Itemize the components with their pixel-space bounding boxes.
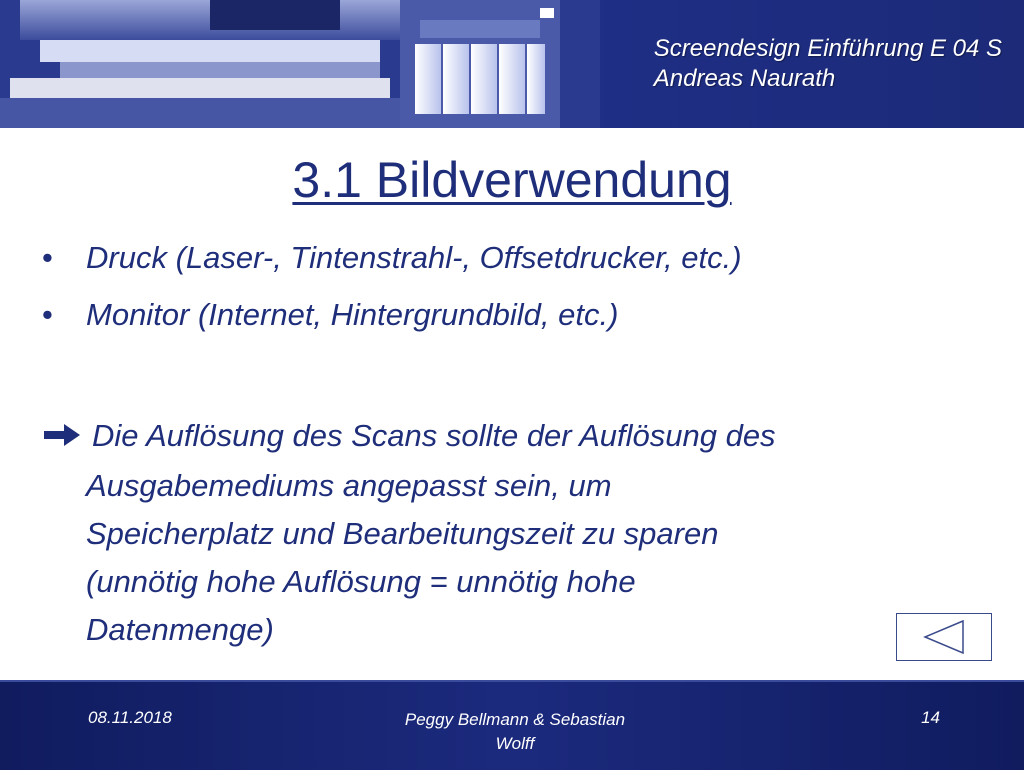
conclusion-paragraph [42,412,992,654]
page-number: 14 [921,708,940,727]
conclusion-line: Speicherplatz und Bearbeitungszeit zu sparen [86,515,719,551]
footer-authors-line: Wolff [495,734,535,753]
footer-authors [360,708,670,756]
right-arrow-icon [42,414,92,462]
previous-slide-button[interactable] [896,613,992,661]
bullet-text: Druck (Laser-, Tintenstrahl-, Offsetdrucker, etc.) [86,240,742,275]
conclusion-line: Ausgabemediums angepasst sein, um [86,467,612,503]
footer-date: 08.11.2018 [88,708,172,727]
bullet-icon: • [42,297,53,332]
conclusion-line: (unnötig hohe Auflösung = unnötig hohe [86,563,636,599]
bullet-text: Monitor (Internet, Hintergrundbild, etc.) [86,297,619,332]
bullet-list [42,240,1002,354]
page-title: 3.1 Bildverwendung [292,152,732,208]
conclusion-line: Datenmenge) [86,611,274,647]
slide-footer [0,680,1024,770]
author-name: Andreas Naurath [653,65,836,92]
printer-photo [0,0,600,128]
footer-authors-line: Peggy Bellmann & Sebastian [404,710,626,729]
slide-header [0,0,1024,128]
triangle-left-icon [897,614,991,660]
bullet-icon: • [42,240,53,275]
list-item [42,240,1002,297]
course-title: Screendesign Einführung E 04 S [653,35,1002,62]
conclusion-text: Die Auflösung des Scans sollte der Auflösung des [92,418,776,453]
list-item [42,297,1002,354]
conclusion-line [42,412,992,462]
header-title [654,34,1002,94]
